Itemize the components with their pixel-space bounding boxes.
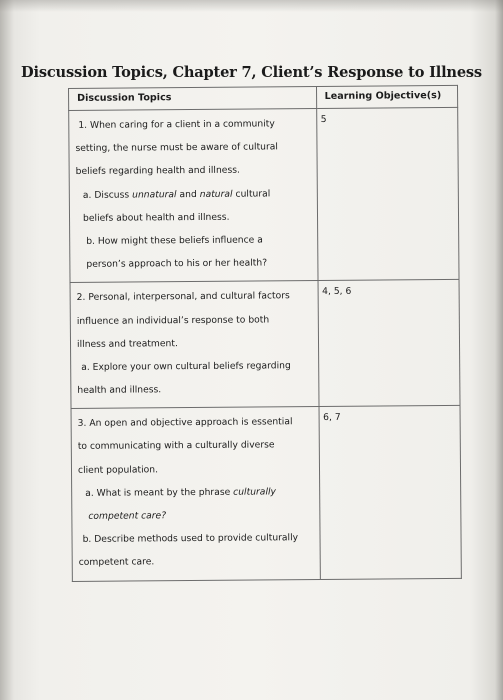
topic-text: beliefs regarding health and illness. — [75, 165, 240, 178]
topic-line — [78, 526, 313, 551]
topic-text-italic: unnatural — [132, 188, 177, 201]
topic-text: influence an individual’s response to both — [76, 313, 270, 327]
topic-text: health and illness. — [77, 384, 162, 396]
objective-cell: 6, 7 — [319, 406, 462, 579]
topic-line — [77, 377, 312, 402]
topic-line — [79, 549, 314, 574]
topic-line — [78, 434, 313, 459]
page-shadow — [0, 0, 503, 12]
table-row — [70, 280, 460, 409]
topic-line — [77, 308, 312, 333]
topic-line — [76, 205, 311, 230]
topic-text: person’s approach to his or her health? — [86, 257, 268, 270]
topic-text: setting, the nurse must be aware of cultural — [75, 141, 278, 155]
discussion-table — [68, 85, 462, 582]
topic-text: a. Discuss — [82, 189, 133, 201]
topic-text-italic: competent care? — [88, 510, 167, 522]
topic-text: a. What is meant by the phrase — [85, 486, 234, 499]
topic-cell — [71, 407, 320, 581]
document-title: Discussion Topics, Chapter 7, Client’s Response to Illness — [21, 64, 482, 81]
topic-text: a. Explore your own cultural beliefs regarding — [81, 360, 291, 373]
topic-text: cultural — [232, 187, 271, 200]
topic-line — [77, 284, 312, 309]
topic-text: b. Describe methods used to provide culturally — [82, 532, 299, 546]
objective-cell: 5 — [316, 107, 459, 280]
topic-text: beliefs about health and illness. — [82, 211, 230, 224]
topic-text-italic: culturally — [233, 486, 277, 498]
topic-line — [75, 112, 310, 137]
topic-line — [77, 331, 312, 356]
topic-text: 3. An open and objective approach is essential — [77, 416, 293, 430]
topic-text: b. How might these beliefs influence a — [86, 234, 263, 247]
topic-line — [78, 457, 313, 482]
topic-text: client population. — [77, 463, 159, 476]
table-body — [69, 107, 462, 581]
objective-cell: 4, 5, 6 — [318, 280, 460, 407]
topic-line — [78, 410, 313, 435]
header-discussion-topics: Discussion Topics — [69, 87, 317, 111]
topic-cell — [69, 109, 318, 283]
header-learning-objectives: Learning Objective(s) — [316, 85, 458, 108]
table-row — [69, 107, 459, 282]
topic-text: competent care. — [78, 556, 155, 569]
topic-text: 2. Personal, interpersonal, and cultural factors — [76, 290, 290, 304]
topic-line — [78, 503, 313, 528]
topic-text: and — [176, 188, 200, 200]
topic-line — [75, 135, 310, 160]
table-row — [71, 406, 461, 581]
topic-cell — [70, 281, 318, 409]
topic-line — [76, 158, 311, 183]
topic-text: to communicating with a culturally diverse — [77, 439, 275, 453]
topic-text-italic: natural — [199, 188, 233, 200]
topic-line — [77, 354, 312, 379]
topic-line — [76, 182, 311, 207]
topic-line — [78, 480, 313, 505]
topic-line — [76, 228, 311, 253]
topic-text: illness and treatment. — [76, 337, 178, 350]
topic-line — [76, 251, 311, 276]
table-header-row — [69, 85, 458, 110]
topic-text: 1. When caring for a client in a community — [78, 118, 275, 131]
